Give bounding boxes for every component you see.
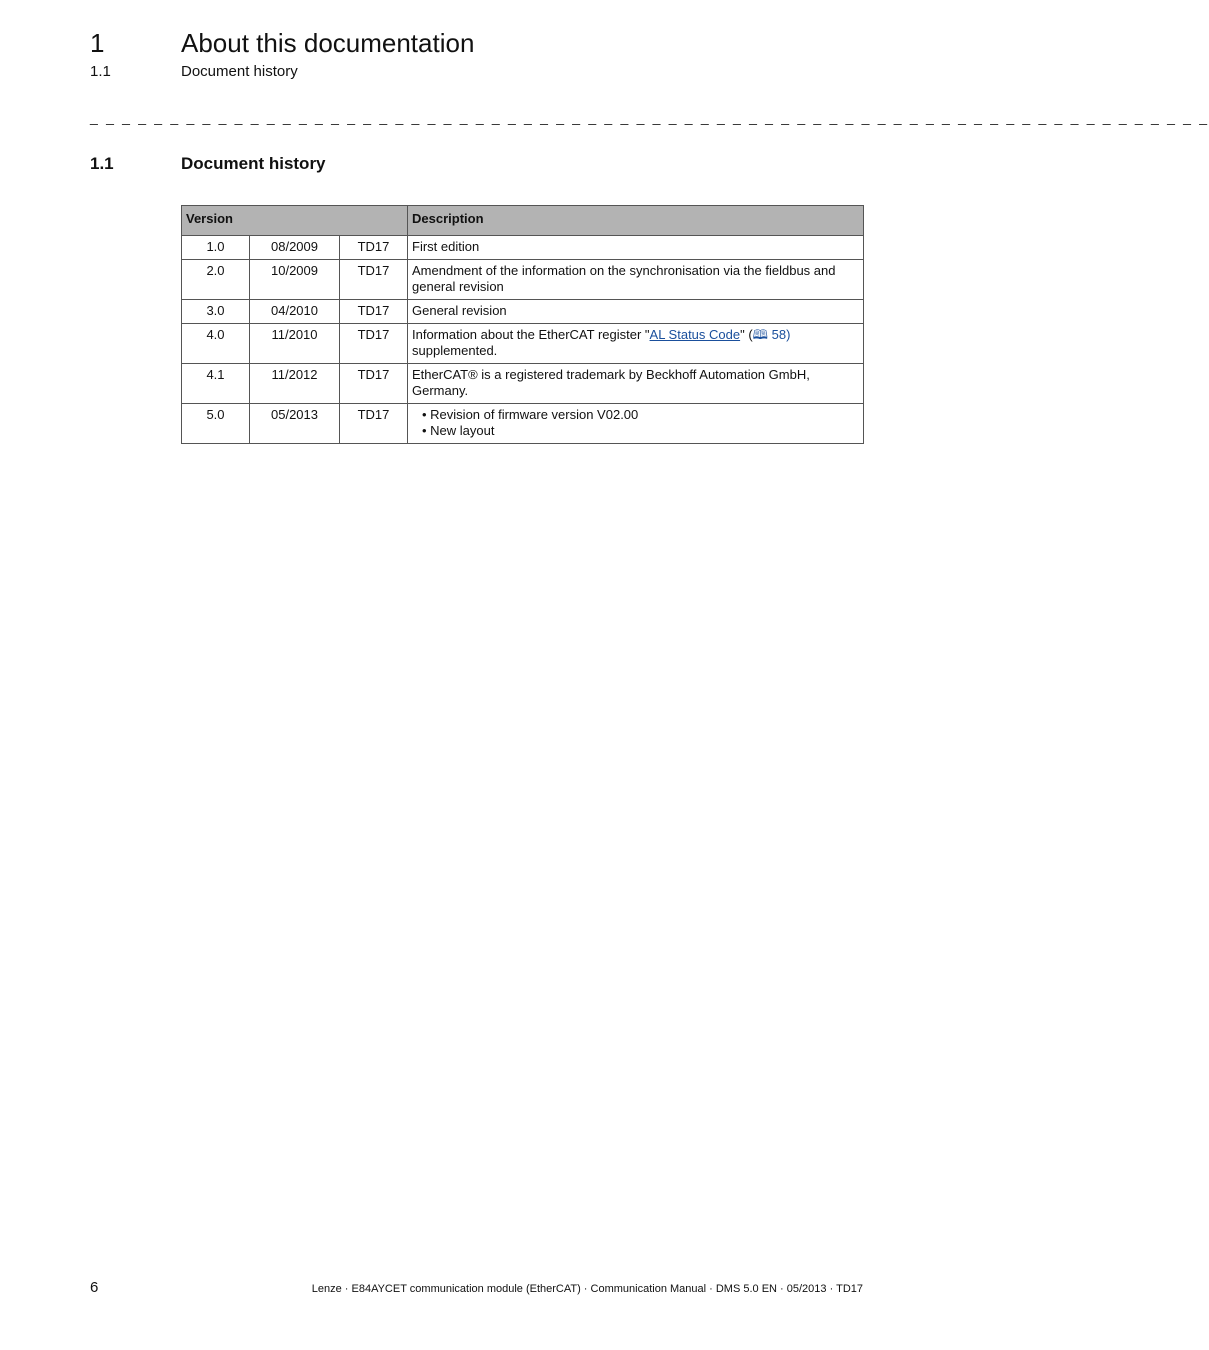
description-cell: EtherCAT® is a registered trademark by Beckhoff Automation GmbH, Germany.: [408, 364, 864, 404]
date-cell: 11/2010: [250, 324, 340, 364]
table-row: [182, 236, 864, 260]
table-row: [182, 260, 864, 300]
dashed-divider: _ _ _ _ _ _ _ _ _ _ _ _ _ _ _ _ _ _ _ _ _ _ _ _ _ _ _ _ _ _ _ _ _ _ _ _ _ _ _ _ _ _ _ _ _ _ _ _ _ _ _ _ _ _ _ _ _ _ _ _ _ _ _ _ _ _ _ _ _ _: [90, 109, 1209, 125]
version-cell: 1.0: [182, 236, 250, 260]
table-row: [182, 364, 864, 404]
table-row: [182, 300, 864, 324]
version-header: Version: [182, 206, 408, 236]
description-cell: General revision: [408, 300, 864, 324]
description-cell: [408, 404, 864, 444]
author-cell: TD17: [340, 364, 408, 404]
date-cell: 10/2009: [250, 260, 340, 300]
section-title: Document history: [181, 154, 326, 173]
author-cell: TD17: [340, 324, 408, 364]
page-number: 6: [90, 1279, 99, 1296]
description-text: supplemented.: [412, 343, 498, 358]
author-cell: TD17: [340, 260, 408, 300]
description-header: Description: [408, 206, 864, 236]
author-cell: TD17: [340, 300, 408, 324]
table-row: [182, 404, 864, 444]
version-cell: 4.1: [182, 364, 250, 404]
description-cell: Amendment of the information on the synchronisation via the fieldbus and general revision: [408, 260, 864, 300]
version-cell: 4.0: [182, 324, 250, 364]
description-text: Information about the EtherCAT register ": [412, 327, 650, 342]
running-section-number: 1.1: [90, 63, 111, 80]
page-reference-link[interactable]: 🕮 58): [752, 327, 791, 342]
description-text: " (: [740, 327, 753, 342]
chapter-title: About this documentation: [181, 28, 475, 58]
date-cell: 08/2009: [250, 236, 340, 260]
chapter-number: 1: [90, 28, 105, 58]
description-cell: [408, 324, 864, 364]
al-status-code-link[interactable]: AL Status Code: [649, 327, 741, 342]
running-section-title: Document history: [181, 63, 298, 80]
date-cell: 04/2010: [250, 300, 340, 324]
version-cell: 3.0: [182, 300, 250, 324]
section-number: 1.1: [90, 154, 114, 173]
list-item: • Revision of firmware version V02.00: [422, 407, 859, 423]
author-cell: TD17: [340, 236, 408, 260]
author-cell: TD17: [340, 404, 408, 444]
table-row: [182, 324, 864, 364]
table-header-row: [182, 206, 864, 236]
version-cell: 2.0: [182, 260, 250, 300]
date-cell: 05/2013: [250, 404, 340, 444]
date-cell: 11/2012: [250, 364, 340, 404]
description-cell: First edition: [408, 236, 864, 260]
list-item: • New layout: [422, 423, 859, 439]
document-history-table: [181, 205, 864, 444]
version-cell: 5.0: [182, 404, 250, 444]
footer-text: Lenze · E84AYCET communication module (EtherCAT) · Communication Manual · DMS 5.0 EN · 05/2013 · TD17: [311, 1283, 863, 1295]
change-list: [412, 407, 859, 439]
